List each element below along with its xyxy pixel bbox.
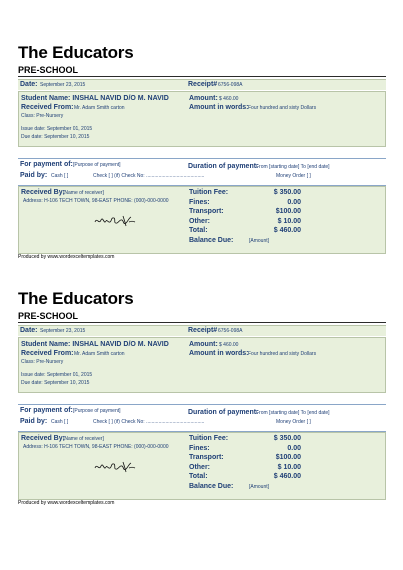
due-date: Due date: September 10, 2015 <box>21 380 90 386</box>
balance-due-label: Balance Due: <box>189 482 234 490</box>
received-from-label: Received From: <box>21 104 74 111</box>
produced-by: Produced by www.wordexceltemplates.com <box>18 500 115 506</box>
fee-value: $ 460.00 <box>273 473 301 480</box>
date-row <box>18 325 386 336</box>
school-type: PRE-SCHOOL <box>18 311 79 321</box>
paid-by-label: Paid by: <box>20 418 48 425</box>
address: Address: H-106 TECH TOWN, 98-EAST PHONE: (000)-000-0000 <box>23 444 169 450</box>
duration-label: Duration of payment: <box>188 409 259 416</box>
received-by-section <box>18 186 386 254</box>
duration-value: From [starting date] To [end date] <box>256 164 330 170</box>
signature <box>93 459 137 475</box>
fee-label: Total: <box>189 227 208 234</box>
receipt-number: 6756-098A <box>218 82 243 88</box>
amount-words-value: Four hundred and sixty Dollars <box>248 105 317 111</box>
issue-date: Issue date: September 01, 2015 <box>21 126 93 132</box>
balance-due-value: [Amount] <box>249 237 270 244</box>
student-section <box>18 91 386 147</box>
fee-label: Tuition Fee: <box>189 189 229 196</box>
for-payment-label: For payment of: <box>20 407 73 414</box>
amount-value: $ 460.00 <box>219 342 239 348</box>
receipt <box>18 289 386 506</box>
date-value: September 23, 2015 <box>40 82 86 88</box>
amount-words-label: Amount in words: <box>189 104 249 111</box>
fee-label: Total: <box>189 473 208 480</box>
issue-date: Issue date: September 01, 2015 <box>21 372 93 378</box>
receipt-number: 6756-098A <box>218 328 243 334</box>
received-from-value: Mr. Adam Smith carton <box>74 351 125 357</box>
date-label: Date: <box>20 81 38 88</box>
fee-label: Tuition Fee: <box>189 435 229 442</box>
cash-option: Cash [ ] <box>51 173 69 179</box>
fee-label: Transport: <box>189 454 224 461</box>
section-divider <box>18 158 386 159</box>
for-payment-value: [Purpose of payment] <box>73 408 121 414</box>
amount-words-label: Amount in words: <box>189 350 249 357</box>
student-name: Student Name: INSHAL NAVID D/O M. NAVID <box>21 95 169 102</box>
fee-value: 0.00 <box>287 444 301 452</box>
fee-value: $100.00 <box>275 208 301 215</box>
fee-value: $ 350.00 <box>273 435 301 442</box>
for-payment-value: [Purpose of payment] <box>73 162 121 168</box>
cash-option: Cash [ ] <box>51 419 69 425</box>
amount-words-value: Four hundred and sixty Dollars <box>248 351 317 357</box>
check-option: Check [ ] (if) Check No: .......................................... <box>93 173 205 179</box>
student-section <box>18 337 386 393</box>
amount-label: Amount: <box>189 341 218 348</box>
duration-label: Duration of payment: <box>188 163 259 170</box>
received-from-value: Mr. Adam Smith carton <box>74 105 125 111</box>
fee-value: $ 10.00 <box>277 463 301 471</box>
receipt <box>18 43 386 260</box>
receipt-label: Receipt# <box>188 327 218 334</box>
payment-section <box>18 161 386 185</box>
class-text: Class: Pre-Nursery <box>21 359 64 365</box>
received-by-value: [Name of receiver] <box>63 436 104 442</box>
paid-by-label: Paid by: <box>20 172 48 179</box>
student-name: Student Name: INSHAL NAVID D/O M. NAVID <box>21 341 169 348</box>
received-by-label: Received By: <box>21 435 65 442</box>
received-by-label: Received By: <box>21 189 65 196</box>
money-order-option: Money Order [ ] <box>276 419 311 425</box>
school-name: The Educators <box>18 43 134 62</box>
received-from-label: Received From: <box>21 350 74 357</box>
school-type: PRE-SCHOOL <box>18 65 79 75</box>
money-order-option: Money Order [ ] <box>276 173 311 179</box>
fee-value: $100.00 <box>275 454 301 461</box>
received-by-section <box>18 432 386 500</box>
section-divider <box>18 404 386 405</box>
signature <box>93 213 137 229</box>
for-payment-label: For payment of: <box>20 161 73 168</box>
amount-label: Amount: <box>189 95 218 102</box>
fee-label: Other: <box>189 217 210 225</box>
school-name: The Educators <box>18 289 134 308</box>
duration-value: From [starting date] To [end date] <box>256 410 330 416</box>
title-divider <box>18 76 386 77</box>
fee-value: $ 350.00 <box>273 189 301 196</box>
due-date: Due date: September 10, 2015 <box>21 134 90 140</box>
address: Address: H-106 TECH TOWN, 98-EAST PHONE: (000)-000-0000 <box>23 198 169 204</box>
balance-due-label: Balance Due: <box>189 236 234 244</box>
fee-label: Fines: <box>189 444 210 452</box>
receipt-label: Receipt# <box>188 81 218 88</box>
fee-label: Fines: <box>189 198 210 206</box>
date-label: Date: <box>20 327 38 334</box>
fee-value: $ 10.00 <box>277 217 301 225</box>
produced-by: Produced by www.wordexceltemplates.com <box>18 254 115 260</box>
check-option: Check [ ] (if) Check No: .......................................... <box>93 419 205 425</box>
received-by-value: [Name of receiver] <box>63 190 104 196</box>
date-row <box>18 79 386 90</box>
fee-label: Other: <box>189 463 210 471</box>
fee-value: $ 460.00 <box>273 227 301 234</box>
title-divider <box>18 322 386 323</box>
balance-due-value: [Amount] <box>249 483 270 490</box>
payment-section <box>18 407 386 431</box>
fee-value: 0.00 <box>287 198 301 206</box>
date-value: September 23, 2015 <box>40 328 86 334</box>
amount-value: $ 460.00 <box>219 96 239 102</box>
fee-label: Transport: <box>189 208 224 215</box>
class-text: Class: Pre-Nursery <box>21 113 64 119</box>
